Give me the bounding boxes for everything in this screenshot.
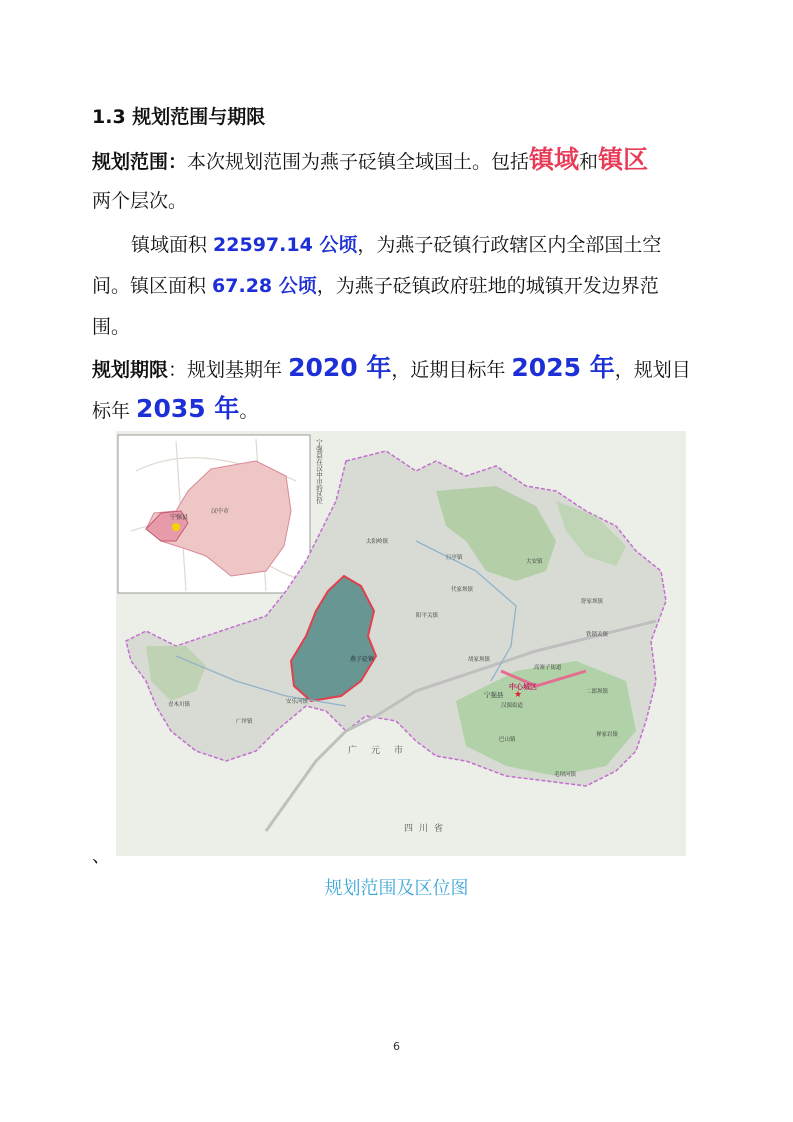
region-label-guangyuan: 广元市 [348, 746, 418, 756]
figure-caption: 规划范围及区位图 [324, 878, 469, 899]
town-label: 舒家坝镇 [581, 599, 604, 605]
scope-paragraph [92, 146, 648, 176]
town-label: 铁锁关镇 [586, 632, 609, 638]
period-base-year: 2020 年 [288, 353, 392, 382]
scope-label: 规划范围： [92, 151, 188, 173]
period-near-year: 2025 年 [511, 353, 615, 382]
planning-scope-map [116, 431, 686, 856]
scope-highlight-town-area: 镇区 [598, 145, 649, 174]
center-area-label: 中心城区 [509, 683, 537, 691]
section-heading: 1.3 规划范围与期限 [92, 106, 266, 128]
town-label-yanzibian: 燕子砭镇 [350, 656, 375, 663]
area-domain-value: 22597.14 公顷 [213, 234, 358, 256]
page-number: 6 [393, 1040, 400, 1053]
town-label: 安乐河镇 [286, 699, 309, 705]
county-seat-label: 宁强县 [484, 691, 504, 699]
area-line-3: 围。 [92, 316, 131, 338]
area-town-desc: ，为燕子砭镇政府驻地的城镇开发边界范 [316, 275, 659, 297]
scope-paragraph-cont: 两个层次。 [92, 190, 188, 212]
town-label: 太阳岭镇 [366, 539, 389, 545]
town-label: 巴山镇 [499, 737, 516, 743]
scope-conjunction: 和 [579, 151, 599, 173]
area-domain-label: 镇域面积 [131, 234, 214, 256]
town-label: 毛坝河镇 [554, 772, 577, 778]
period-text-target: ，规划目 [614, 359, 691, 381]
area-line-2 [92, 272, 659, 300]
period-line-1 [92, 354, 691, 384]
town-label: 高寨子街道 [534, 665, 562, 671]
town-label: 二郎坝镇 [586, 689, 609, 695]
scope-text: 本次规划范围为燕子砭镇全域国土。包括 [187, 151, 530, 173]
town-label: 代家坝镇 [451, 587, 474, 593]
area-line-1 [131, 231, 661, 259]
town-label: 大安镇 [526, 559, 543, 565]
inset-city-hanzhong: 汉中市 [211, 508, 230, 515]
town-label: 青木川镇 [168, 702, 191, 708]
area-domain-desc: ，为燕子砭镇行政辖区内全部国土空 [357, 234, 662, 256]
town-label: 巨亭镇 [446, 555, 463, 561]
town-label: 禅家岩镇 [596, 732, 619, 738]
county-seat-star-icon: ★ [514, 690, 523, 700]
period-text-base: ：规划基期年 [168, 359, 289, 381]
location-inset [118, 435, 310, 593]
period-label: 规划期限 [92, 359, 169, 381]
town-label: 汉源街道 [501, 703, 524, 709]
stray-mark: 、 [92, 846, 110, 867]
period-target-year: 2035 年 [136, 394, 240, 423]
town-label: 胡家坝镇 [468, 657, 491, 663]
period-end: 。 [239, 400, 259, 422]
inset-city-ningqiang: 宁强县 [170, 514, 189, 521]
period-text-near: ，近期目标年 [391, 359, 512, 381]
town-label: 阳平关镇 [416, 613, 439, 619]
period-text-target-cont: 标年 [92, 400, 137, 422]
scope-highlight-town-domain: 镇域 [529, 145, 580, 174]
area-town-label: 间。镇区面积 [92, 275, 213, 297]
inset-title: 宁强县在汉中市的区位 [315, 439, 323, 504]
period-line-2 [92, 395, 258, 425]
town-label: 广坪镇 [236, 719, 253, 725]
area-town-value: 67.28 公顷 [212, 275, 317, 297]
region-label-sichuan: 四川省 [404, 824, 450, 834]
